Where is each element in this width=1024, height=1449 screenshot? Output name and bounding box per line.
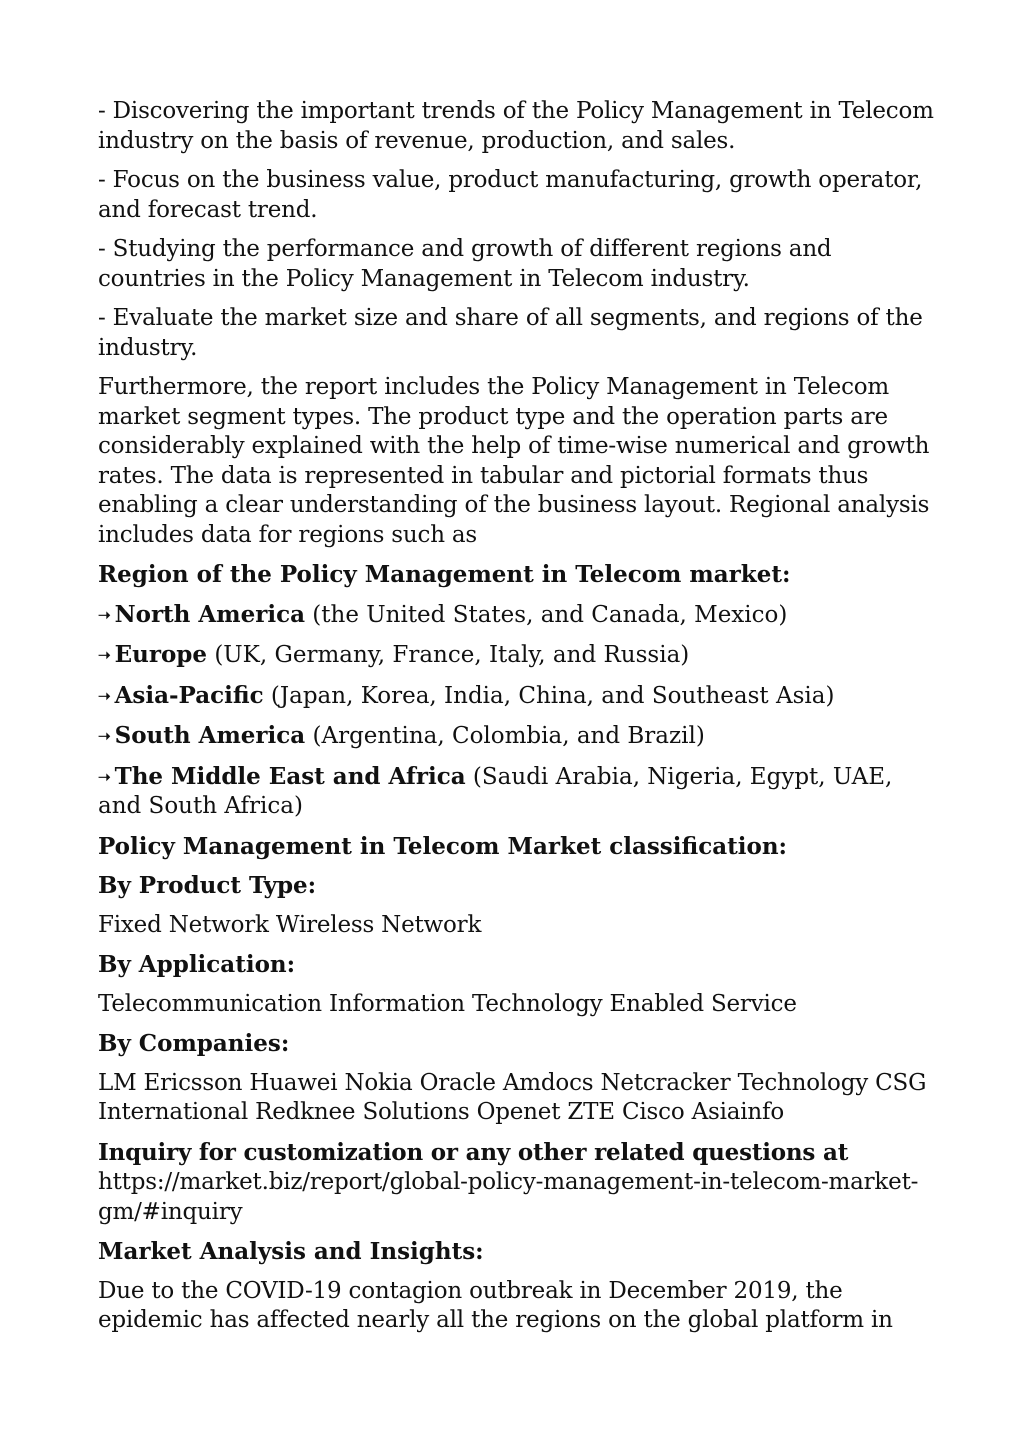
arrow-icon: ➝ (98, 767, 111, 786)
region-detail: (Saudi Arabia, Nigeria, Egypt, UAE, and South Africa) (98, 763, 893, 819)
applications: Telecommunication Information Technology Enabled Service (98, 990, 797, 1017)
analysis-paragraph: Due to the COVID-19 contagion outbreak in December 2019, the epidemic has affected nearly all the regions on the global platform in (98, 1277, 893, 1333)
region-detail: (Argentina, Colombia, and Brazil) (305, 723, 705, 749)
region-item (98, 600, 934, 631)
product-types: Fixed Network Wireless Network (98, 911, 482, 938)
bullet-focus: - Focus on the business value, product manufacturing, growth operator, and forecast trend. (98, 167, 923, 223)
region-name: The Middle East and Africa (114, 762, 466, 790)
region-detail: (the United States, and Canada, Mexico) (305, 601, 788, 628)
region-item (98, 681, 934, 712)
bullet-regions: - Studying the performance and growth of different regions and countries in the Policy Management in Telecom industry. (98, 236, 832, 292)
region-detail: (Japan, Korea, India, China, and Southeast Asia) (263, 682, 835, 709)
arrow-icon: ➝ (98, 727, 111, 745)
arrow-icon: ➝ (98, 605, 111, 624)
region-item (98, 640, 934, 671)
analysis-heading: Market Analysis and Insights: (98, 1238, 484, 1265)
inquiry-label: Inquiry for customization or any other related questions at (98, 1138, 849, 1166)
application-heading: By Application: (98, 951, 296, 978)
region-name: Asia-Pacific (114, 681, 264, 709)
inquiry-paragraph (98, 1138, 934, 1228)
region-name: Europe (114, 641, 208, 668)
companies-heading: By Companies: (98, 1030, 290, 1057)
region-detail: (UK, Germany, France, Italy, and Russia) (207, 642, 690, 668)
region-item (98, 762, 934, 822)
region-name: North America (114, 600, 305, 628)
bullet-market-size: - Evaluate the market size and share of all segments, and regions of the industry. (98, 305, 923, 361)
classification-heading: Policy Management in Telecom Market classification: (98, 832, 788, 860)
bullet-trends: - Discovering the important trends of the Policy Management in Telecom industry on the basis of revenue, production, and sales. (98, 98, 934, 154)
arrow-icon: ➝ (98, 646, 111, 664)
companies-list: LM Ericsson Huawei Nokia Oracle Amdocs Netcracker Technology CSG International Redknee Solutions Openet ZTE Cisco Asiainfo (98, 1069, 927, 1125)
inquiry-link[interactable]: https://market.biz/report/global-policy-management-in-telecom-market-gm/#inquiry (98, 1169, 919, 1225)
region-name: South America (114, 722, 306, 749)
arrow-icon: ➝ (98, 686, 111, 705)
region-heading: Region of the Policy Management in Telecom market: (98, 561, 791, 588)
region-item (98, 721, 934, 752)
intro-paragraph: Furthermore, the report includes the Policy Management in Telecom market segment types. The product type and the operation parts are considerably explained with the help of time-wise numerical and growth rates. The data is represented in tabular and pictorial formats thus enabling a clear understanding of the business layout. Regional analysis includes data for regions such as (98, 374, 930, 548)
product-type-heading: By Product Type: (98, 872, 317, 899)
